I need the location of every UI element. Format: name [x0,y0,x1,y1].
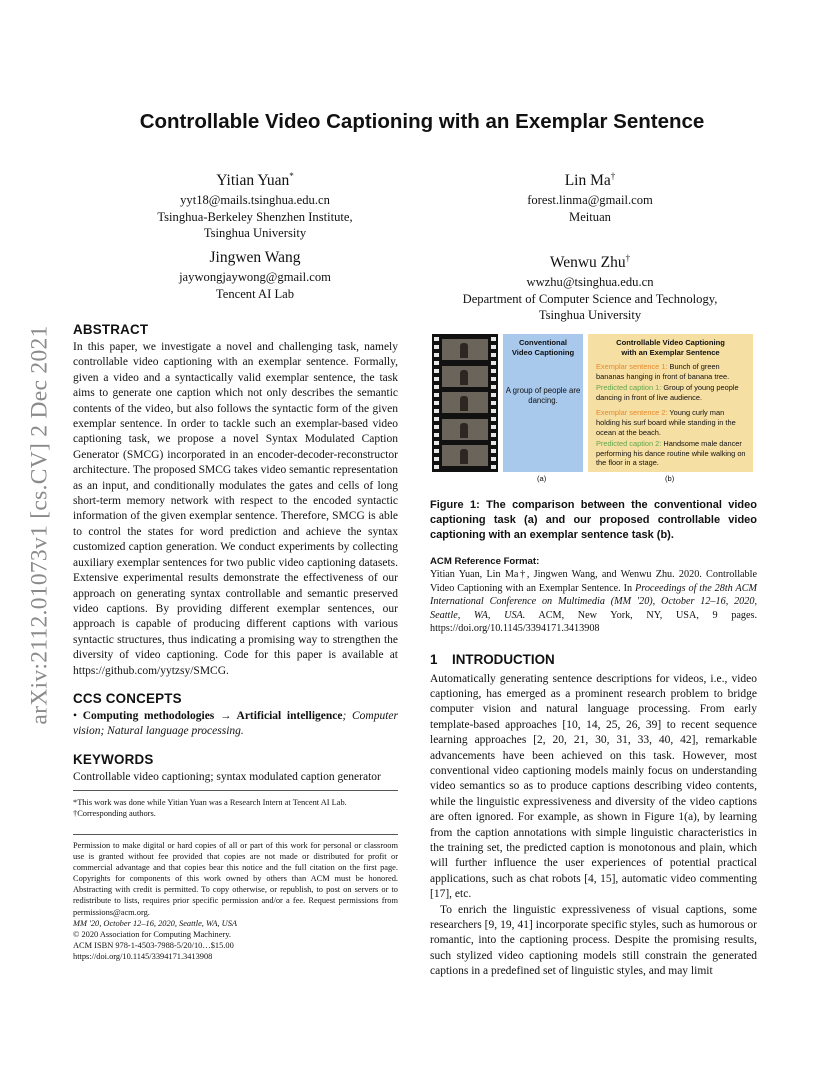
intro-paragraph: Automatically generating sentence descriptions for videos, i.e., video captioning, has emerged as a prominent research problem to bridge computer vision and natural language processing. From early template-based approaches [10, 14, 25, 26, 39] to recent sequence learning approaches [2, 20, 21, 30, 31, 33, 40, 42], remarkable advancements have been achieved on this task. However, most conventional video captioning models mainly focus on understanding video semantics so as to produce captions describing video contents, while the linguistic expressiveness and diversity of the video captions are often ignored. For example, as shown in Figure 1(a), by learning from the caption annotations with simple linguistic characteristics in the training set, the predicted caption is monotonous and plain, which will further influence the user experiences of potential practical applications, such as chat robots [4, 15], automatic video commenting [17], etc. [430,672,757,901]
predicted-2: Predicted caption 2: Handsome male dancer performing his dance routine while walking on the floor in a stage. [596,439,746,468]
author-email: wwzhu@tsinghua.edu.cn [526,275,654,290]
sprocket-hole [434,369,439,373]
sprocket-hole [491,353,496,357]
author-name: Jingwen Wang [209,249,301,266]
author-affiliation: Tsinghua University [538,308,642,323]
sprocket-hole [434,425,439,429]
permission-text: Permission to make digital or hard copies of all or part of this work for personal or classroom use is granted without fee provided that copies are not made or distributed for profit or commercial advantage and that copies bear this notice and the full citation on the first page. Copyrights for components of this work owned by others than ACM must be honored. Abstracting with credit is permitted. To copy otherwise, or republish, to post on servers or to redistribute to lists, requires prior specific permission and/or a fee. Request permissions from permissions@acm.org. [73,841,398,917]
author-block [120,248,390,302]
sprocket-hole [491,417,496,421]
sprocket-hole [491,441,496,445]
sprocket-hole [491,377,496,381]
venue: MM '20, October 12–16, 2020, Seattle, WA, USA [73,918,238,928]
predicted-1: Predicted caption 1: Group of young people dancing in front of live audience. [596,383,739,402]
author-affiliation: Tsinghua University [203,226,307,241]
sprocket-hole [434,449,439,453]
sprocket-hole [434,465,439,469]
controllable-captioning-panel [588,334,753,472]
copyright: © 2020 Association for Computing Machinery. [73,929,231,939]
conventional-captioning-panel [503,334,583,472]
isbn: ACM ISBN 978-1-4503-7988-5/20/10…$15.00 [73,940,234,950]
sprocket-hole [434,353,439,357]
figure-label-a: (a) [537,474,547,483]
sprocket-hole [434,337,439,341]
author-affiliation: Tsinghua-Berkeley Shenzhen Institute, [157,209,353,224]
sprocket-hole [491,337,496,341]
author-name: Wenwu Zhu† [549,253,631,272]
author-email: yyt18@mails.tsinghua.edu.cn [180,193,330,208]
sprocket-hole [491,369,496,373]
arxiv-sidebar-stamp [19,290,61,760]
sprocket-hole [491,345,496,349]
paper-title: Controllable Video Captioning with an Exemplar Sentence [139,110,705,133]
panel-examples [588,358,753,468]
panel-title: Conventional Video Captioning [511,338,575,357]
panel-caption: A group of people are dancing. [505,386,581,405]
sprocket-hole [434,385,439,389]
author-affiliation: Department of Computer Science and Technology, [462,291,718,306]
figure-caption: Figure 1: The comparison between the conventional video captioning task (a) and our proposed controllable video captioning with an exemplar sentence task (b). [430,499,757,541]
sprocket-hole [434,433,439,437]
sprocket-hole [491,409,496,413]
sprocket-hole [434,393,439,397]
acm-reference-text: Yitian Yuan, Lin Ma†, Jingwen Wang, and Wenwu Zhu. 2020. Controllable Video Captioning with an Exemplar Sentence. In Proceedings of the 28th ACM International Conference on Multimedia (MM '20), October 12–16, 2020, Seattle, WA, USA. ACM, New York, NY, USA, 9 pages. https://doi.org/10.1145/3394171.3413908 [430,569,757,634]
left-column [73,322,398,785]
sprocket-hole [491,465,496,469]
intro-paragraph: To enrich the linguistic expressiveness of visual captions, some researchers [9, 19, 41] incorporate specific styles, such as humorous or romantic, into the captioning process. Despite the promising results, such stylized video captioning models still constrain the generated captions in a predefined set of linguistic styles, and may limit [430,903,757,978]
abstract-text: In this paper, we investigate a novel and challenging task, namely controllable video captioning with an exemplar sentence. Formally, given a video and a syntactically valid exemplar sentence, the task aims to generate one caption which not only describes the semantic contents of the video, but also follows the syntactic form of the given exemplar sentence. In order to tackle such an exemplar-based video captioning task, we propose a novel Syntax Modulated Caption Generator (SMCG) incorporated in an encoder-decoder-reconstructor architecture. The proposed SMCG takes video semantic representation as an input, and conditionally modulates the gates and cells of long short-term memory network with respect to the encoded syntactic information of the given exemplar sentence. Therefore, SMCG is able to control the states for word prediction and achieve the syntax customized caption generation. We conduct experiments by collecting auxiliary exemplar sentences for two public video captioning datasets. Extensive experimental results demonstrate the effectiveness of our approach on generating syntax controllable and semantic preserved video captions. By providing different exemplar sentences, our approach is capable of producing different captions with various syntactic structures, thus indicating a promising way to strengthen the diversity of video captioning. Code for this paper is available at https://github.com/yytzsy/SMCG. [73,341,398,677]
keywords-heading: KEYWORDS [73,751,154,767]
abstract-heading: ABSTRACT [73,322,149,337]
sprocket-hole [434,409,439,413]
acm-reference-heading: ACM Reference Format: [430,556,540,567]
sprocket-hole [491,401,496,405]
film-strip-image [432,334,498,472]
video-frame [442,445,488,466]
right-column [430,334,757,980]
sprocket-hole [491,393,496,397]
sprocket-hole [491,425,496,429]
sprocket-hole [491,361,496,365]
video-frame [442,419,488,440]
doi: https://doi.org/10.1145/3394171.3413908 [73,951,213,961]
video-frame [442,339,488,360]
author-affiliation: Meituan [569,209,611,224]
sprocket-hole [434,377,439,381]
author-email: forest.linma@gmail.com [527,193,653,208]
author-email: jaywongjaywong@gmail.com [179,270,331,284]
figure-1 [430,334,757,484]
sprocket-hole [491,449,496,453]
sprocket-hole [434,345,439,349]
sprocket-hole [491,433,496,437]
ccs-heading: CCS CONCEPTS [73,690,182,706]
video-frame [442,392,488,413]
arxiv-id: arXiv:2112.01073v1 [cs.CV] 2 Dec 2021 [26,325,53,725]
exemplar-1: Exemplar sentence 1: Bunch of green bananas hanging in front of banana tree. [596,362,730,381]
keywords-text: Controllable video captioning; syntax modulated caption generator [73,770,381,783]
ccs-text: • Computing methodologies → Artificial intelligence; Computer vision; Natural language processing. [73,709,398,738]
author-affiliation: Tencent AI Lab [215,286,295,301]
footnotes [73,790,398,819]
permission-notice [73,834,398,962]
video-frame [442,366,488,387]
sprocket-hole [434,361,439,365]
panel-title: Controllable Video Captioning with an Exemplar Sentence [616,338,725,357]
figure-label-b: (b) [665,474,675,483]
sprocket-hole [491,457,496,461]
sprocket-hole [434,417,439,421]
sprocket-hole [434,401,439,405]
sprocket-hole [434,457,439,461]
author-block [450,166,730,225]
author-block [430,248,750,324]
sprocket-hole [434,441,439,445]
footnote: *This work was done while Yitian Yuan was a Research Intern at Tencent AI Lab. [73,798,347,807]
sprocket-hole [491,385,496,389]
introduction-heading: 1 INTRODUCTION [430,651,555,667]
author-block [120,166,390,242]
author-name: Yitian Yuan* [216,171,294,190]
footnote: †Corresponding authors. [73,809,156,818]
exemplar-2: Exemplar sentence 2: Young curly man holding his surf board while standing in the ocean at the beach. [596,408,736,437]
author-name: Lin Ma† [564,171,616,190]
